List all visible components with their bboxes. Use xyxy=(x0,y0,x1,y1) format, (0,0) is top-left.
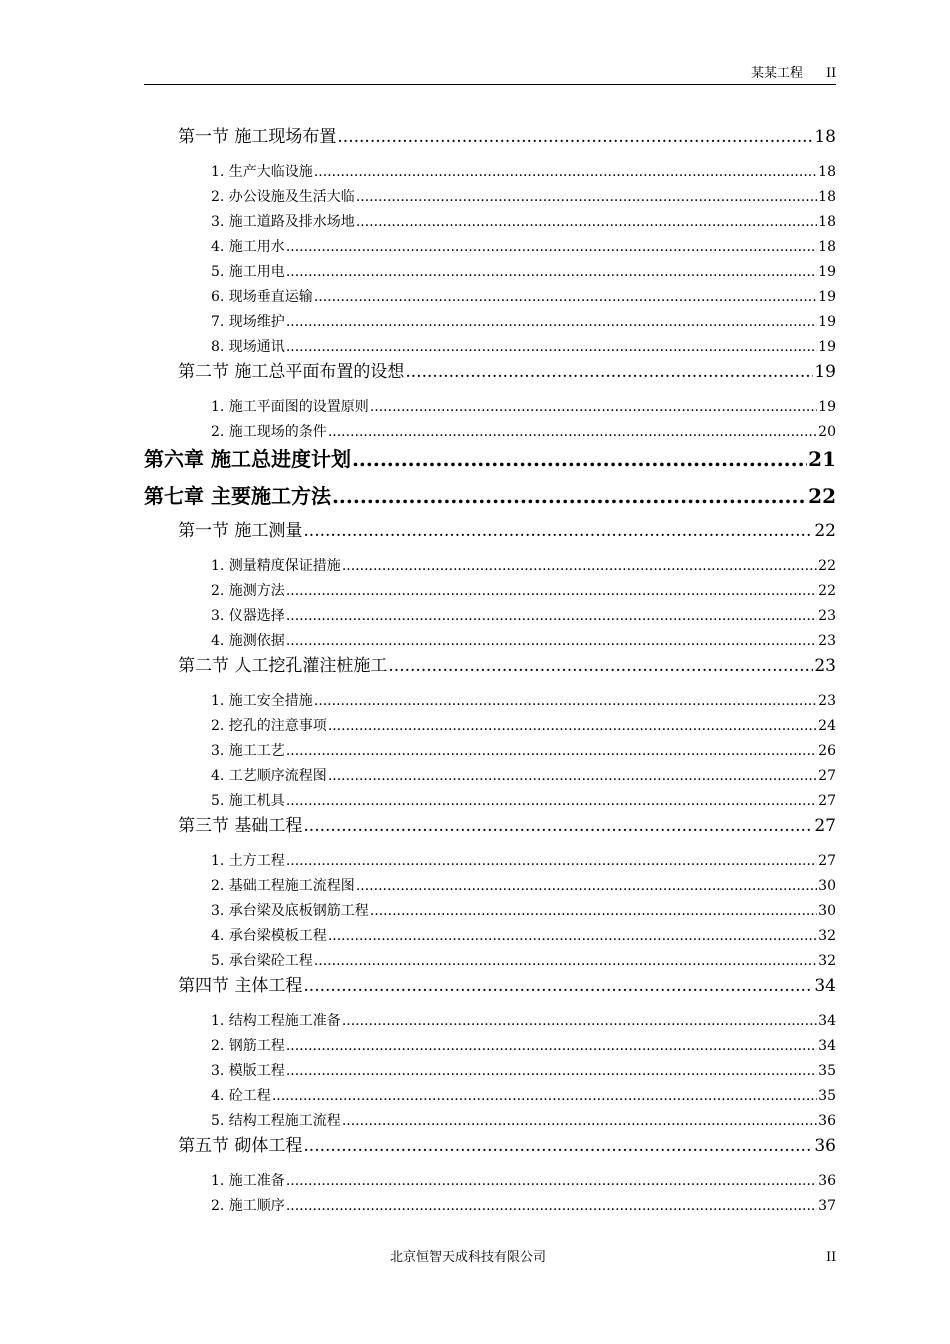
toc-dot-leader xyxy=(286,1062,817,1080)
footer-page-number: II xyxy=(826,1250,837,1265)
toc-entry-title: 4. 施测依据 xyxy=(211,633,285,649)
toc-entry-page-number: 24 xyxy=(818,718,836,734)
toc-entry-title: 1. 施工平面图的设置原则 xyxy=(211,399,369,415)
toc-entry-title: 2. 办公设施及生活大临 xyxy=(211,189,355,205)
toc-entry-item[interactable] xyxy=(211,1012,836,1030)
toc-entry-page-number: 19 xyxy=(818,339,836,355)
toc-entry-title: 2. 施工顺序 xyxy=(211,1198,285,1214)
toc-entry-item[interactable] xyxy=(211,1087,836,1105)
toc-entry-item[interactable] xyxy=(211,632,836,650)
toc-entry-item[interactable] xyxy=(211,767,836,785)
toc-entry-page-number: 32 xyxy=(818,953,836,969)
toc-entry-title: 3. 仪器选择 xyxy=(211,608,285,624)
toc-entry-title: 1. 生产大临设施 xyxy=(211,164,313,180)
toc-entry-item[interactable] xyxy=(211,1062,836,1080)
toc-entry-section[interactable] xyxy=(178,975,836,997)
toc-entry-item[interactable] xyxy=(211,877,836,895)
toc-entry-title: 第七章 主要施工方法 xyxy=(144,484,331,508)
toc-entry-section[interactable] xyxy=(178,1135,836,1157)
toc-dot-leader xyxy=(286,1172,817,1190)
toc-entry-page-number: 18 xyxy=(818,164,836,180)
toc-entry-page-number: 34 xyxy=(818,1013,836,1029)
toc-entry-title: 第四节 主体工程 xyxy=(178,976,303,996)
toc-entry-page-number: 20 xyxy=(818,424,836,440)
toc-entry-section[interactable] xyxy=(178,520,836,542)
toc-dot-leader xyxy=(286,632,817,650)
toc-entry-title: 8. 现场通讯 xyxy=(211,339,285,355)
toc-entry-page-number: 19 xyxy=(818,399,836,415)
toc-dot-leader xyxy=(286,1197,817,1215)
toc-entry-title: 3. 模版工程 xyxy=(211,1063,285,1079)
toc-entry-page-number: 34 xyxy=(814,976,836,996)
toc-entry-item[interactable] xyxy=(211,213,836,231)
toc-dot-leader xyxy=(286,852,817,870)
toc-entry-item[interactable] xyxy=(211,692,836,710)
toc-entry-item[interactable] xyxy=(211,557,836,575)
toc-entry-title: 1. 测量精度保证措施 xyxy=(211,558,341,574)
toc-entry-page-number: 18 xyxy=(818,214,836,230)
toc-entry-page-number: 27 xyxy=(818,793,836,809)
toc-dot-leader xyxy=(388,655,813,677)
toc-entry-item[interactable] xyxy=(211,792,836,810)
toc-entry-page-number: 34 xyxy=(818,1038,836,1054)
toc-dot-leader xyxy=(342,1012,817,1030)
toc-entry-title: 2. 施测方法 xyxy=(211,583,285,599)
toc-entry-title: 1. 施工安全措施 xyxy=(211,693,313,709)
toc-dot-leader xyxy=(286,338,817,356)
toc-entry-item[interactable] xyxy=(211,902,836,920)
toc-dot-leader xyxy=(328,717,817,735)
toc-entry-title: 2. 基础工程施工流程图 xyxy=(211,878,355,894)
toc-entry-page-number: 22 xyxy=(814,521,836,541)
toc-entry-title: 6. 现场垂直运输 xyxy=(211,289,313,305)
toc-entry-item[interactable] xyxy=(211,238,836,256)
toc-entry-page-number: 27 xyxy=(814,816,836,836)
toc-entry-page-number: 18 xyxy=(818,189,836,205)
toc-dot-leader xyxy=(314,288,817,306)
toc-entry-title: 第一节 施工测量 xyxy=(178,521,303,541)
toc-entry-page-number: 19 xyxy=(818,289,836,305)
toc-entry-item[interactable] xyxy=(211,1172,836,1190)
toc-entry-page-number: 32 xyxy=(818,928,836,944)
toc-entry-item[interactable] xyxy=(211,927,836,945)
toc-entry-title: 5. 结构工程施工流程 xyxy=(211,1113,341,1129)
toc-dot-leader xyxy=(286,607,817,625)
toc-dot-leader xyxy=(356,877,817,895)
toc-entry-title: 2. 挖孔的注意事项 xyxy=(211,718,327,734)
toc-entry-title: 2. 钢筋工程 xyxy=(211,1038,285,1054)
toc-entry-item[interactable] xyxy=(211,313,836,331)
toc-dot-leader xyxy=(328,927,817,945)
toc-entry-title: 5. 施工用电 xyxy=(211,264,285,280)
toc-entry-title: 第三节 基础工程 xyxy=(178,816,303,836)
toc-entry-title: 1. 结构工程施工准备 xyxy=(211,1013,341,1029)
toc-dot-leader xyxy=(286,792,817,810)
toc-entry-item[interactable] xyxy=(211,1197,836,1215)
toc-entry-title: 5. 施工机具 xyxy=(211,793,285,809)
toc-entry-page-number: 23 xyxy=(818,633,836,649)
toc-dot-leader xyxy=(370,398,817,416)
toc-dot-leader xyxy=(286,313,817,331)
toc-dot-leader xyxy=(356,213,817,231)
toc-entry-title: 4. 施工用水 xyxy=(211,239,285,255)
toc-dot-leader xyxy=(337,126,813,148)
toc-entry-title: 第六章 施工总进度计划 xyxy=(144,447,351,471)
toc-dot-leader xyxy=(370,902,817,920)
toc-entry-page-number: 22 xyxy=(818,583,836,599)
toc-dot-leader xyxy=(314,163,817,181)
toc-entry-title: 第二节 施工总平面布置的设想 xyxy=(178,362,405,382)
toc-entry-page-number: 19 xyxy=(818,314,836,330)
toc-entry-title: 3. 承台梁及底板钢筋工程 xyxy=(211,903,369,919)
toc-entry-page-number: 35 xyxy=(818,1088,836,1104)
toc-entry-page-number: 18 xyxy=(818,239,836,255)
toc-entry-title: 第二节 人工挖孔灌注桩施工 xyxy=(178,656,388,676)
toc-entry-title: 5. 承台梁砼工程 xyxy=(211,953,313,969)
header-title: 某某工程 xyxy=(751,66,804,81)
toc-dot-leader xyxy=(342,1112,817,1130)
toc-dot-leader xyxy=(286,238,817,256)
toc-dot-leader xyxy=(303,520,813,542)
toc-entry-item[interactable] xyxy=(211,1112,836,1130)
toc-entry-page-number: 18 xyxy=(814,127,836,147)
toc-entry-item[interactable] xyxy=(211,852,836,870)
toc-dot-leader xyxy=(314,692,817,710)
toc-entry-page-number: 21 xyxy=(808,447,836,471)
toc-entry-item[interactable] xyxy=(211,288,836,306)
toc-entry-page-number: 22 xyxy=(808,484,836,508)
toc-dot-leader xyxy=(303,1135,813,1157)
toc-dot-leader xyxy=(286,742,817,760)
header-divider xyxy=(144,84,836,85)
toc-entry-page-number: 30 xyxy=(818,878,836,894)
toc-entry-section[interactable] xyxy=(178,361,836,383)
toc-entry-page-number: 36 xyxy=(818,1113,836,1129)
toc-entry-item[interactable] xyxy=(211,742,836,760)
toc-entry-title: 第一节 施工现场布置 xyxy=(178,127,337,147)
toc-entry-title: 3. 施工道路及排水场地 xyxy=(211,214,355,230)
toc-dot-leader xyxy=(286,582,817,600)
toc-entry-page-number: 35 xyxy=(818,1063,836,1079)
toc-entry-page-number: 36 xyxy=(818,1173,836,1189)
toc-entry-section[interactable] xyxy=(178,655,836,677)
toc-dot-leader xyxy=(303,975,813,997)
toc-entry-chapter[interactable] xyxy=(144,446,836,472)
toc-entry-page-number: 23 xyxy=(814,656,836,676)
toc-entry-title: 第五节 砌体工程 xyxy=(178,1136,303,1156)
toc-dot-leader xyxy=(286,263,817,281)
toc-entry-item[interactable] xyxy=(211,398,836,416)
toc-entry-item[interactable] xyxy=(211,717,836,735)
toc-entry-page-number: 23 xyxy=(818,608,836,624)
toc-entry-title: 4. 工艺顺序流程图 xyxy=(211,768,327,784)
toc-entry-page-number: 36 xyxy=(814,1136,836,1156)
header-page-number: II xyxy=(826,66,836,85)
toc-entry-item[interactable] xyxy=(211,338,836,356)
toc-dot-leader xyxy=(328,423,817,441)
toc-entry-section[interactable] xyxy=(178,126,836,148)
toc-entry-page-number: 23 xyxy=(818,693,836,709)
toc-entry-title: 4. 承台梁模板工程 xyxy=(211,928,327,944)
toc-entry-title: 3. 施工工艺 xyxy=(211,743,285,759)
toc-entry-section[interactable] xyxy=(178,815,836,837)
toc-entry-page-number: 27 xyxy=(818,853,836,869)
toc-dot-leader xyxy=(342,557,817,575)
toc-entry-page-number: 22 xyxy=(818,558,836,574)
toc-dot-leader xyxy=(332,483,807,509)
toc-entry-page-number: 19 xyxy=(818,264,836,280)
toc-dot-leader xyxy=(314,952,817,970)
footer-company: 北京恒智天成科技有限公司 xyxy=(390,1250,547,1265)
toc-entry-page-number: 37 xyxy=(818,1198,836,1214)
toc-dot-leader xyxy=(328,767,817,785)
toc-dot-leader xyxy=(352,446,807,472)
toc-entry-page-number: 26 xyxy=(818,743,836,759)
toc-entry-item[interactable] xyxy=(211,423,836,441)
toc-dot-leader xyxy=(286,1037,817,1055)
toc-entry-item[interactable] xyxy=(211,163,836,181)
toc-entry-item[interactable] xyxy=(211,607,836,625)
toc-entry-title: 1. 施工准备 xyxy=(211,1173,285,1189)
toc-dot-leader xyxy=(356,188,817,206)
toc-entry-title: 1. 土方工程 xyxy=(211,853,285,869)
toc-entry-item[interactable] xyxy=(211,263,836,281)
toc-entry-item[interactable] xyxy=(211,1037,836,1055)
toc-entry-title: 7. 现场维护 xyxy=(211,314,285,330)
toc-entry-chapter[interactable] xyxy=(144,483,836,509)
toc-dot-leader xyxy=(272,1087,817,1105)
toc-entry-title: 4. 砼工程 xyxy=(211,1088,271,1104)
toc-entry-item[interactable] xyxy=(211,582,836,600)
toc-entry-item[interactable] xyxy=(211,952,836,970)
toc-entry-title: 2. 施工现场的条件 xyxy=(211,424,327,440)
toc-entry-page-number: 30 xyxy=(818,903,836,919)
toc-dot-leader xyxy=(405,361,813,383)
toc-entry-page-number: 19 xyxy=(814,362,836,382)
toc-dot-leader xyxy=(303,815,813,837)
toc-entry-item[interactable] xyxy=(211,188,836,206)
toc-entry-page-number: 27 xyxy=(818,768,836,784)
